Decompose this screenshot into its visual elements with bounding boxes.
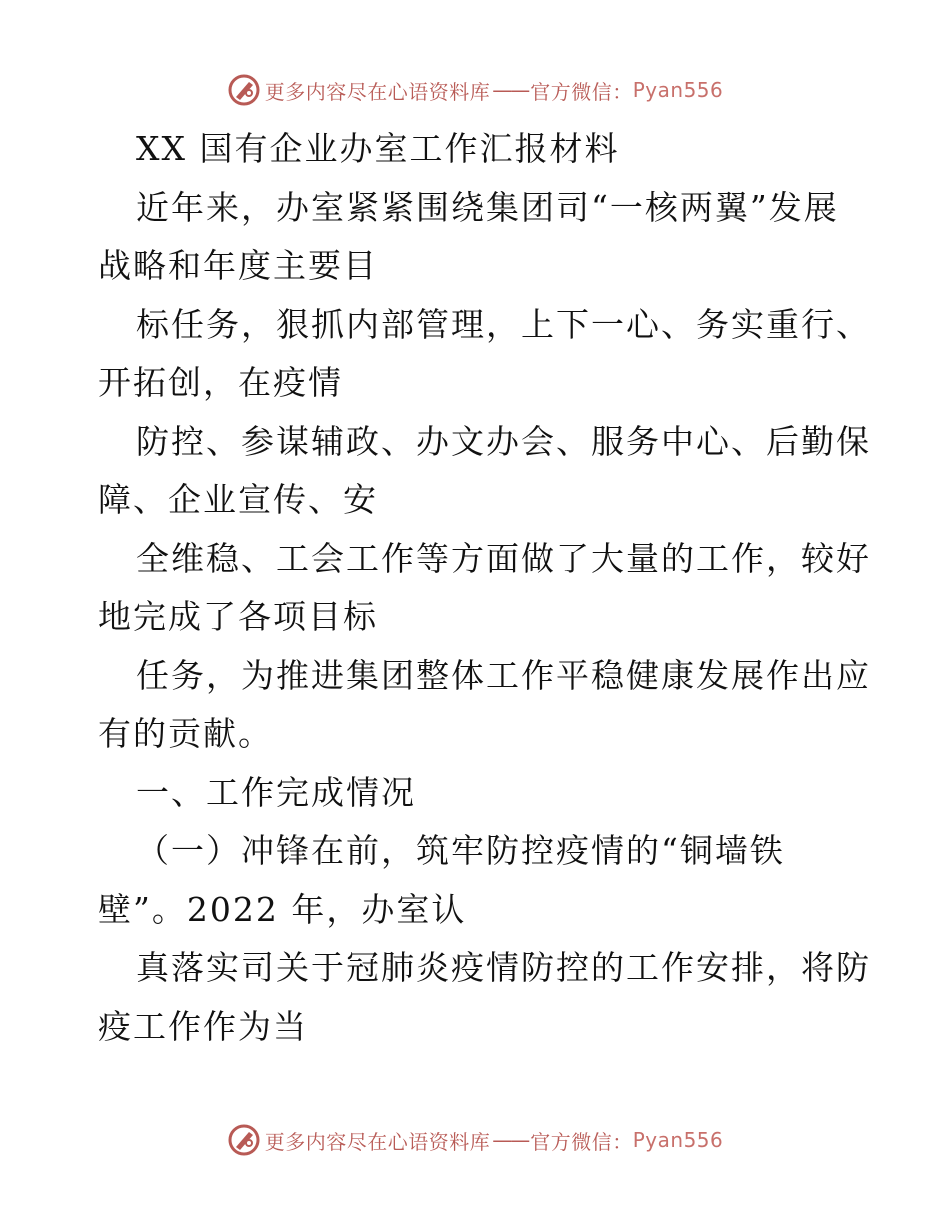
text-line: （一）冲锋在前，筑牢防控疫情的“铜墙铁 [136, 831, 785, 870]
banner-separator: —— [492, 1128, 529, 1152]
banner-wechat-id: Pyan556 [632, 78, 724, 102]
banner-wechat-id: Pyan556 [632, 1128, 724, 1152]
text-line: 疫工作作为当 [98, 1006, 308, 1046]
text-line: 一、工作完成情况 [136, 772, 416, 812]
text-line: 全维稳、工会工作等方面做了大量的工作，较好 [136, 538, 871, 578]
document-body [98, 120, 871, 1056]
text-line: 防控、参谋辅政、办文办会、服务中心、后勤保 [136, 421, 871, 461]
pen-logo-icon [227, 73, 261, 107]
document-title: XX 国有企业办室工作汇报材料 [136, 129, 620, 168]
banner-wechat-label: 官方微信： [530, 1129, 633, 1154]
header-banner [0, 70, 950, 110]
footer-banner [0, 1120, 950, 1160]
text-line: 战略和年度主要目 [98, 246, 378, 285]
banner-text: 更多内容尽在心语资料库 [264, 1129, 491, 1154]
pen-logo-icon [227, 1123, 261, 1157]
text-line: 壁”。2022 年，办室认 [98, 889, 467, 929]
text-line: 地完成了各项目标 [98, 597, 378, 636]
text-line: 真落实司关于冠肺炎疫情防控的工作安排，将防 [136, 948, 871, 987]
text-line: 有的贡献。 [98, 714, 273, 753]
banner-separator: —— [492, 78, 529, 102]
text-line: 标任务，狠抓内部管理，上下一心、务实重行、 [136, 304, 871, 344]
text-line: 开拓创，在疫情 [98, 363, 343, 402]
text-line: 任务，为推进集团整体工作平稳健康发展作出应 [136, 655, 871, 695]
text-line: 障、企业宣传、安 [98, 480, 378, 519]
banner-wechat-label: 官方微信： [530, 79, 633, 104]
text-line: 近年来，办室紧紧围绕集团司“一核两翼”发展 [136, 187, 839, 227]
banner-text: 更多内容尽在心语资料库 [264, 79, 491, 104]
